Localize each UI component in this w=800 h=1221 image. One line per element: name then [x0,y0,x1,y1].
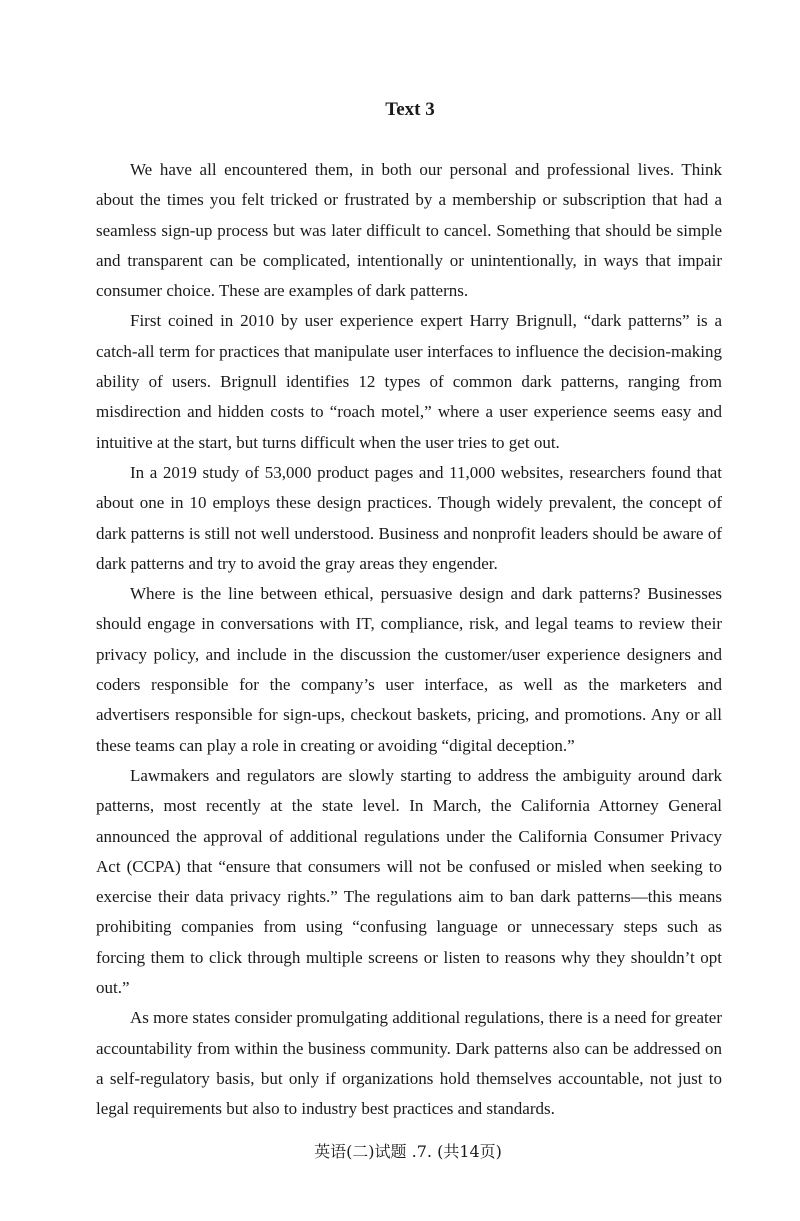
paragraph-5: Lawmakers and regulators are slowly starting to address the ambiguity around dark patterns, most recently at the state level. In March, the California Attorney General announced the approval of additional regulations under the California Consumer Privacy Act (CCPA) that “ensure that consumers will not be confused or misled when seeking to exercise their data privacy rights.” The regulations aim to ban dark patterns—this means prohibiting companies from using “confusing language or unnecessary steps such as forcing them to click through multiple screens or listen to reasons why they shouldn’t opt out.” [96,765,722,998]
paragraph-2: First coined in 2010 by user experience expert Harry Brignull, “dark patterns” is a catch-all term for practices that manipulate user interfaces to influence the decision-making ability of users. Brignull identifies 12 types of common dark patterns, ranging from misdirection and hidden costs to “roach motel,” where a user experience seems easy and intuitive at the start, but turns difficult when the user tries to get out. [96,311,722,452]
page-footer: 英语(二)试题 .7. (共14页) [314,1142,502,1161]
paragraph-3: In a 2019 study of 53,000 product pages and 11,000 websites, researchers found that about one in 10 employs these design practices. Though widely prevalent, the concept of dark patterns is still not well understood. Business and nonprofit leaders should be aware of dark patterns and try to avoid the gray areas they engender. [96,462,722,573]
paragraph-6: As more states consider promulgating additional regulations, there is a need for greater accountability from within the business community. Dark patterns also can be addressed on a self-regulatory basis, but only if organizations hold themselves accountable, not just to legal requirements but also to industry best practices and standards. [96,1008,722,1119]
passage-body [96,155,722,1125]
passage-title: Text 3 [385,99,435,120]
paragraph-1: We have all encountered them, in both our personal and professional lives. Think about the times you felt tricked or frustrated by a membership or subscription that had a seamless sign-up process but was later difficult to cancel. Something that should be simple and transparent can be complicated, intentionally or unintentionally, in ways that impair consumer choice. These are examples of dark patterns. [96,160,722,301]
paragraph-4: Where is the line between ethical, persuasive design and dark patterns? Businesses should engage in conversations with IT, compliance, risk, and legal teams to review their privacy policy, and include in the discussion the customer/user experience designers and coders responsible for the company’s user interface, as well as the marketers and advertisers responsible for sign-ups, checkout baskets, pricing, and promotions. Any or all these teams can play a role in creating or avoiding “digital deception.” [96,584,722,755]
